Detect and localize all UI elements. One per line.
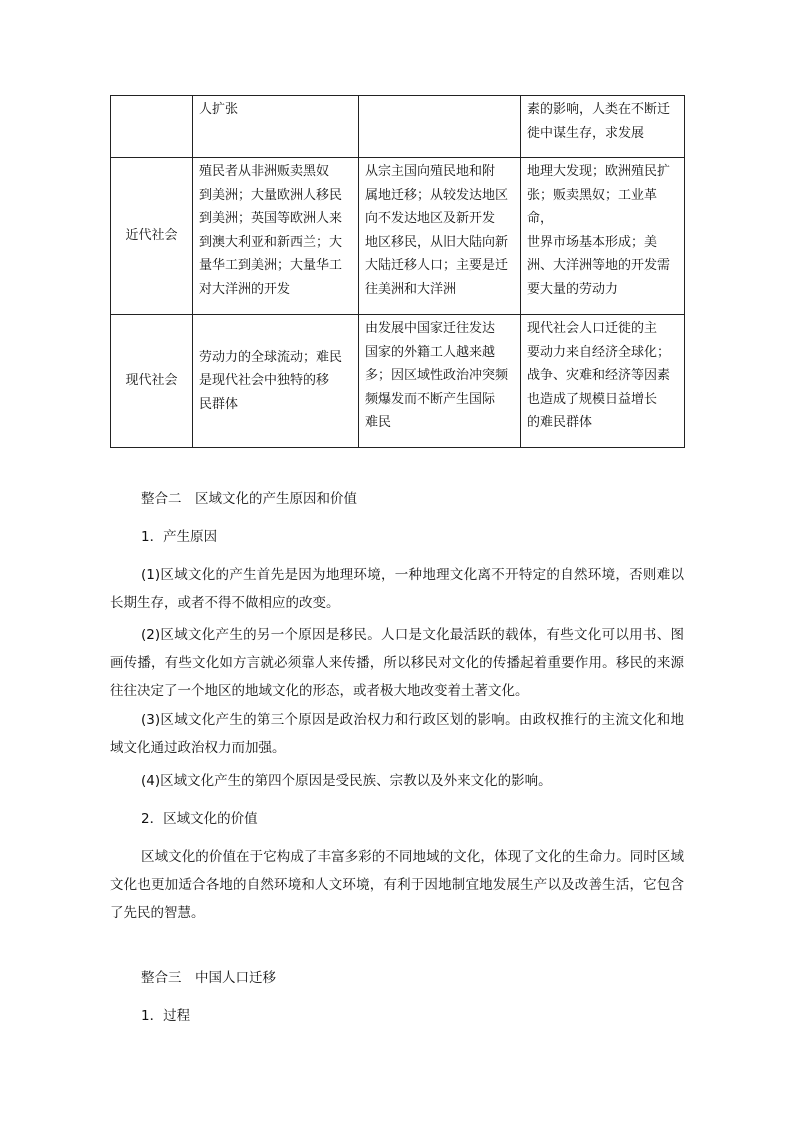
table-row [111, 158, 685, 315]
table-row [111, 96, 685, 158]
paragraph-value: 区域文化的价值在于它构成了丰富多彩的不同地域的文化，体现了文化的生命力。同时区域文化也更加适合各地的自然环境和人文环境，有利于因地制宜地发展生产以及改善生活，它包含了先民的智慧。 [110, 849, 684, 921]
section-3-heading: 整合三 中国人口迁移 [141, 970, 276, 986]
paragraph-cause-2: (2)区域文化产生的另一个原因是移民。人口是文化最活跃的载体，有些文化可以用书、图画传播，有些文化如方言就必须靠人来传播，所以移民对文化的传播起着重要作用。移民的来源往往决定了一个地区的地域文化的形态，或者极大地改变着土著文化。 [110, 627, 684, 699]
subheading-process: 1．过程 [141, 1008, 191, 1024]
cell-causes: 素的影响，人类在不断迁 徙中谋生存，求发展 [521, 96, 685, 158]
cell-characteristics: 劳动力的全球流动；难民 是现代社会中独特的移 民群体 [193, 315, 359, 448]
cell-direction: 由发展中国家迁往发达 国家的外籍工人越来越 多；因区域性政治冲突频 频爆发而不断产生国际 难民 [359, 315, 521, 448]
row-label: 现代社会 [111, 315, 193, 448]
subheading-causes: 1．产生原因 [141, 529, 218, 545]
row-label [111, 96, 193, 158]
cell-causes: 地理大发现；欧洲殖民扩 张；贩卖黑奴；工业革命， 世界市场基本形成；美 洲、大洋洲等地的开发需 要大量的劳动力 [521, 158, 685, 315]
cell-direction: 从宗主国向殖民地和附 属地迁移；从较发达地区 向不发达地区及新开发 地区移民，从旧大陆向新 大陆迁移人口；主要是迁 往美洲和大洋洲 [359, 158, 521, 315]
paragraph-cause-3: (3)区域文化产生的第三个原因是政治权力和行政区划的影响。由政权推行的主流文化和地域文化通过政治权力而加强。 [110, 712, 684, 756]
cell-direction [359, 96, 521, 158]
cell-characteristics: 殖民者从非洲贩卖黑奴 到美洲；大量欧洲人移民 到美洲；英国等欧洲人来 到澳大利亚和新西兰；大 量华工到美洲；大量华工 对大洋洲的开发 [193, 158, 359, 315]
cell-characteristics: 人扩张 [193, 96, 359, 158]
section-2-heading: 整合二 区域文化的产生原因和价值 [141, 491, 357, 507]
subheading-value: 2．区域文化的价值 [141, 811, 258, 827]
table-row [111, 315, 685, 448]
migration-table [110, 95, 685, 448]
paragraph-cause-1: (1)区域文化的产生首先是因为地理环境，一种地理文化离不开特定的自然环境，否则难以长期生存，或者不得不做相应的改变。 [110, 567, 684, 611]
paragraph-cause-4: (4)区域文化产生的第四个原因是受民族、宗教以及外来文化的影响。 [141, 773, 552, 789]
cell-causes: 现代社会人口迁徙的主 要动力来自经济全球化； 战争、灾难和经济等因素 也造成了规模日益增长 的难民群体 [521, 315, 685, 448]
row-label: 近代社会 [111, 158, 193, 315]
